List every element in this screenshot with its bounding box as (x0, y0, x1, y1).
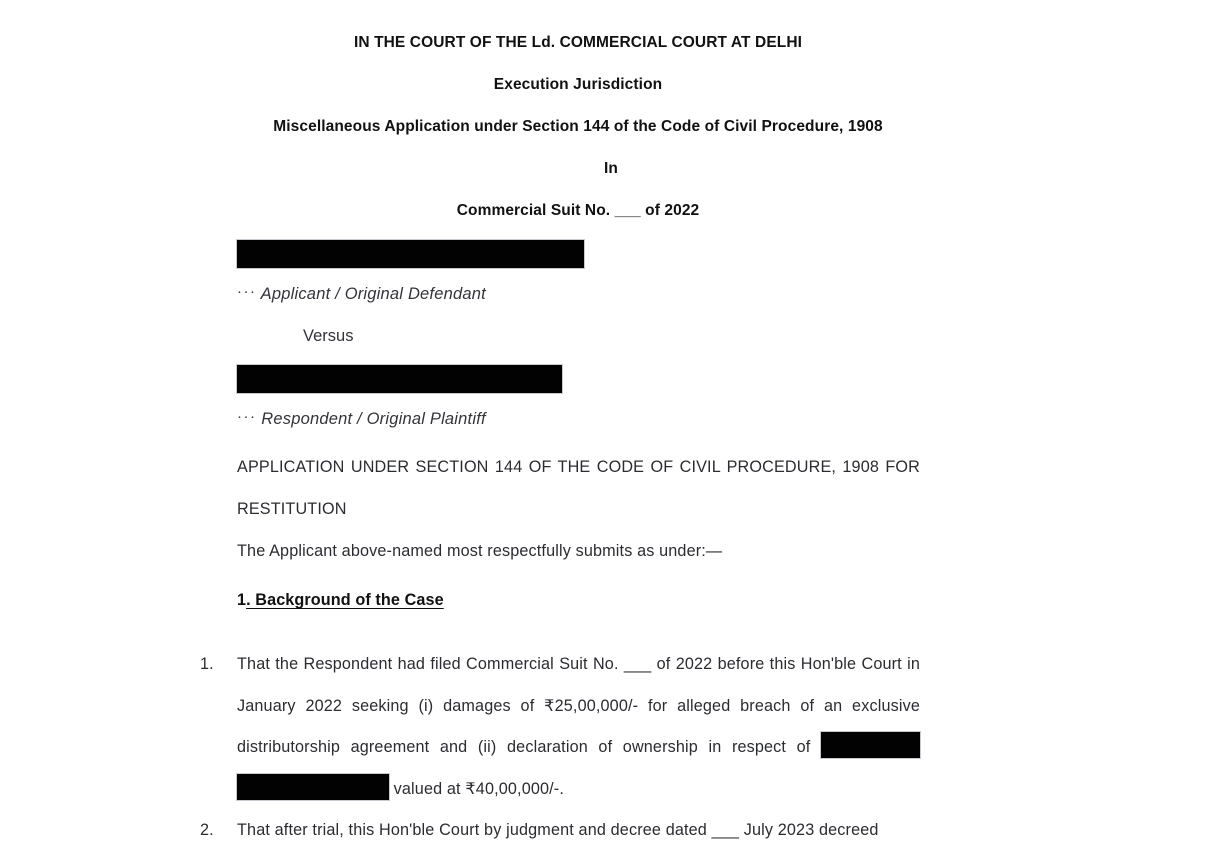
section-1-number: 1 (237, 591, 247, 609)
list-item-content: That after trial, this Hon'ble Court by judgment and decree dated ___ July 2023 decreed (237, 821, 879, 839)
respondent-designation (237, 410, 486, 429)
redaction-bar-applicant-name (237, 240, 584, 268)
application-type-heading: Miscellaneous Application under Section 144 of the Code of Civil Procedure, 1908 (273, 118, 883, 135)
jurisdiction-heading: Execution Jurisdiction (493, 76, 663, 93)
respondent-designation-label: Respondent / Original Plaintiff (256, 410, 486, 428)
redaction-bar-inline-asset-1 (821, 732, 920, 758)
list-item (200, 644, 920, 810)
in-connector: In (604, 160, 618, 177)
list-item-text-part-3: valued at ₹40,00,000/-. (389, 779, 564, 798)
suit-number-heading: Commercial Suit No. ___ of 2022 (456, 202, 700, 219)
list-item-marker: 2. (200, 821, 214, 839)
section-1-heading (237, 591, 444, 610)
versus-label: Versus (303, 327, 354, 345)
applicant-designation (237, 285, 486, 304)
applicant-designation-label: Applicant / Original Defendant (256, 285, 486, 303)
leader-dots-applicant: ··· (237, 283, 257, 300)
list-item-content (237, 644, 920, 810)
list-item (200, 810, 920, 852)
leader-dots-respondent: ··· (237, 408, 257, 425)
application-title: APPLICATION UNDER SECTION 144 OF THE CODE OF CIVIL PROCEDURE, 1908 FOR RESTITUTION (237, 458, 920, 518)
court-title: IN THE COURT OF THE Ld. COMMERCIAL COURT AT DELHI (353, 34, 803, 51)
preamble-text: The Applicant above-named most respectfully submits as under:— (237, 542, 723, 560)
redaction-bar-inline-asset-2 (237, 774, 389, 800)
list-item-marker: 1. (200, 655, 214, 673)
list-item-text-part-1: That the Respondent had filed Commercial Suit No. ___ of 2022 before this Hon'ble Court in January 2022 seeking (i) damages of ₹25,00,000/- for alleged breach of an exclusive distributorship agreement and (ii) declaration of ownership in respect of (237, 655, 920, 756)
section-1-title: . Background of the Case (246, 591, 444, 609)
redaction-bar-respondent-name (237, 365, 562, 393)
